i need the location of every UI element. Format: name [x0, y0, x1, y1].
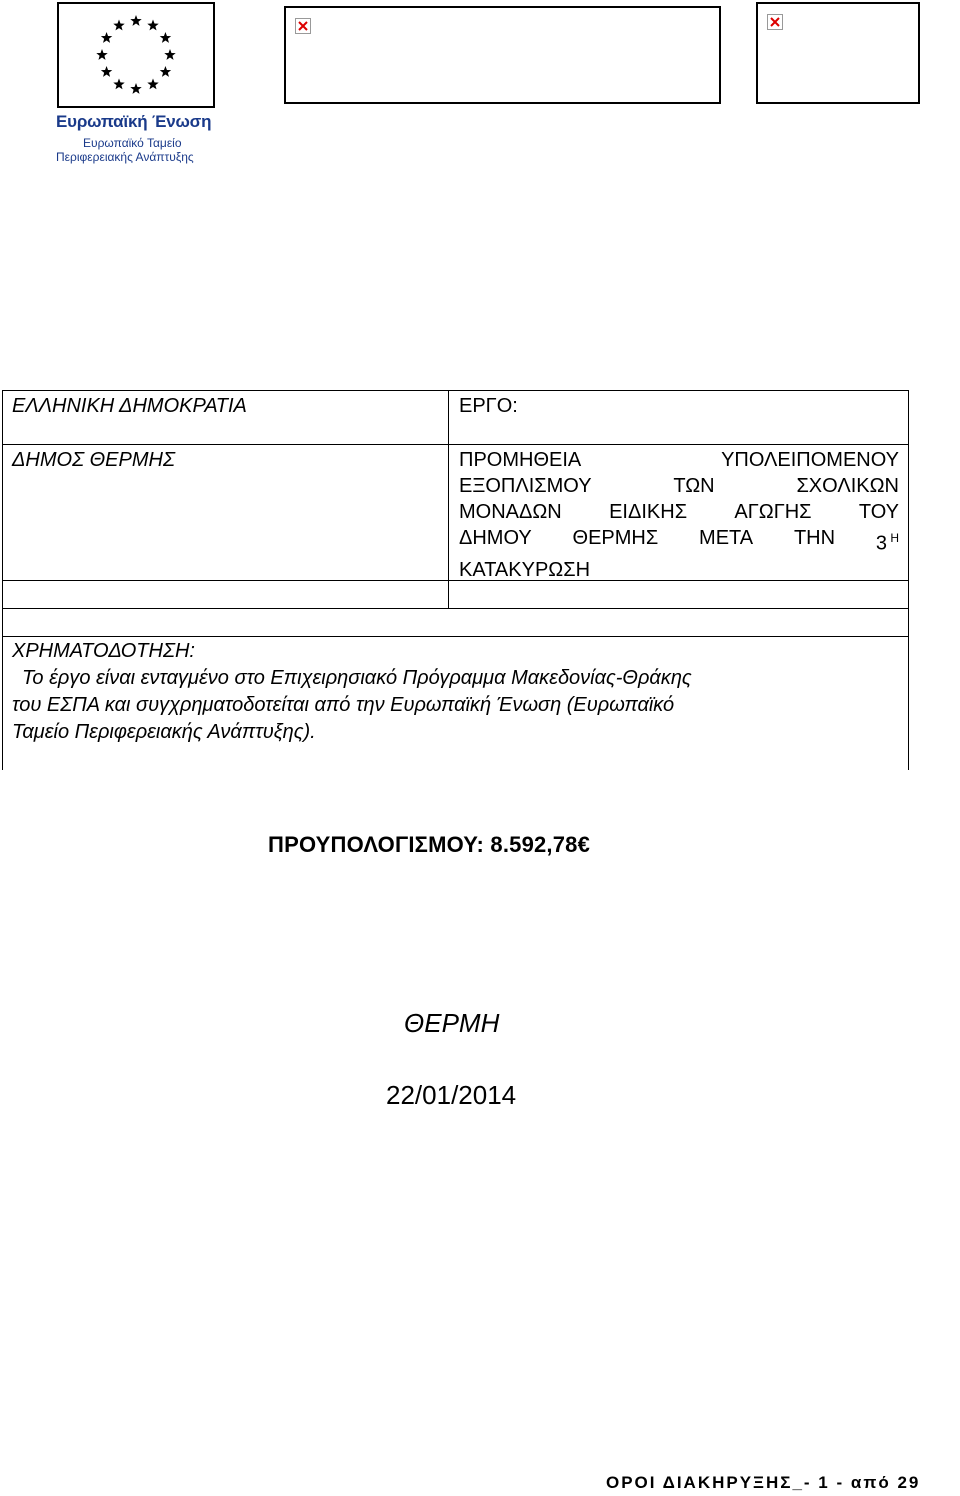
funding-text-line-3: Ταμείο Περιφερειακής Ανάπτυξης). [12, 721, 316, 743]
country-label: ΕΛΛΗΝΙΚΗ ΔΗΜΟΚΡΑΤΙΑ [12, 395, 247, 417]
project-title-word: ΕΙΔΙΚΗΣ [609, 501, 688, 523]
page-footer: ΟΡΟΙ ΔΙΑΚΗΡΥΞΗΣ_- 1 - από 29 [606, 1473, 921, 1492]
eu-stars-icon [59, 4, 213, 106]
eu-star [101, 66, 112, 77]
municipality-label: ΔΗΜΟΣ ΘΕΡΜΗΣ [12, 449, 175, 471]
eu-subtitle-2: Περιφερειακής Ανάπτυξης [56, 150, 194, 164]
eu-star [101, 32, 112, 43]
broken-image-icon [767, 14, 783, 30]
project-title-word: ΜΟΝΑΔΩΝ [459, 501, 562, 523]
project-title-word: ΘΕΡΜΗΣ [572, 527, 659, 549]
eu-star [130, 15, 141, 26]
eu-star [96, 49, 107, 60]
project-title-word: ΤΩΝ [673, 475, 715, 497]
eu-star [147, 20, 158, 31]
project-title-word: ΑΓΩΓΗΣ [734, 501, 812, 523]
logo-placeholder-2 [756, 2, 920, 104]
eu-subtitle-1: Ευρωπαϊκό Ταμείο [83, 136, 182, 150]
eu-star [147, 78, 158, 89]
project-title-word: ΜΕΤΑ [699, 527, 754, 549]
project-label: ΕΡΓΟ: [459, 395, 518, 417]
broken-image-icon [295, 18, 311, 34]
project-title-word: ΔΗΜΟΥ [459, 527, 532, 549]
project-title-word: ΚΑΤΑΚΥΡΩΣΗ [459, 558, 591, 581]
eu-star [164, 49, 175, 60]
eu-title: Ευρωπαϊκή Ένωση [56, 112, 212, 131]
budget-amount: ΠΡΟΥΠΟΛΟΓΙΣΜΟΥ: 8.592,78€ [268, 832, 591, 857]
project-title-word: ΤΟΥ [858, 501, 899, 523]
funding-text-line-2: του ΕΣΠΑ και συγχρηματοδοτείται από την Ευρωπαϊκή Ένωση (Ευρωπαϊκό [12, 694, 675, 716]
project-title-superscript: Η [886, 531, 899, 545]
document-date: 22/01/2014 [386, 1080, 517, 1110]
eu-star [160, 66, 171, 77]
project-title-word: ΤΗΝ [793, 527, 836, 549]
funding-label: ΧΡΗΜΑΤΟΔΟΤΗΣΗ: [12, 640, 195, 662]
eu-flag-logo [57, 2, 215, 108]
logo-placeholder-1 [284, 6, 721, 104]
eu-star [130, 83, 141, 94]
project-title-word: ΣΧΟΛΙΚΩΝ [796, 475, 899, 497]
project-title-word: ΠΡΟΜΗΘΕΙΑ [459, 449, 582, 471]
eu-star [113, 78, 124, 89]
project-title-word: 3 $^H$ [875, 531, 899, 555]
city-name: ΘΕΡΜΗ [404, 1008, 500, 1038]
project-title [459, 447, 899, 583]
project-title-word: ΕΞΟΠΛΙΣΜΟΥ [459, 475, 592, 497]
eu-star [160, 32, 171, 43]
funding-text-line-1: Το έργο είναι ενταγμένο στο Επιχειρησιακό Πρόγραμμα Μακεδονίας-Θράκης [22, 667, 692, 689]
project-title-word: ΥΠΟΛΕΙΠΟΜΕΝΟΥ [721, 449, 899, 471]
eu-star [113, 20, 124, 31]
